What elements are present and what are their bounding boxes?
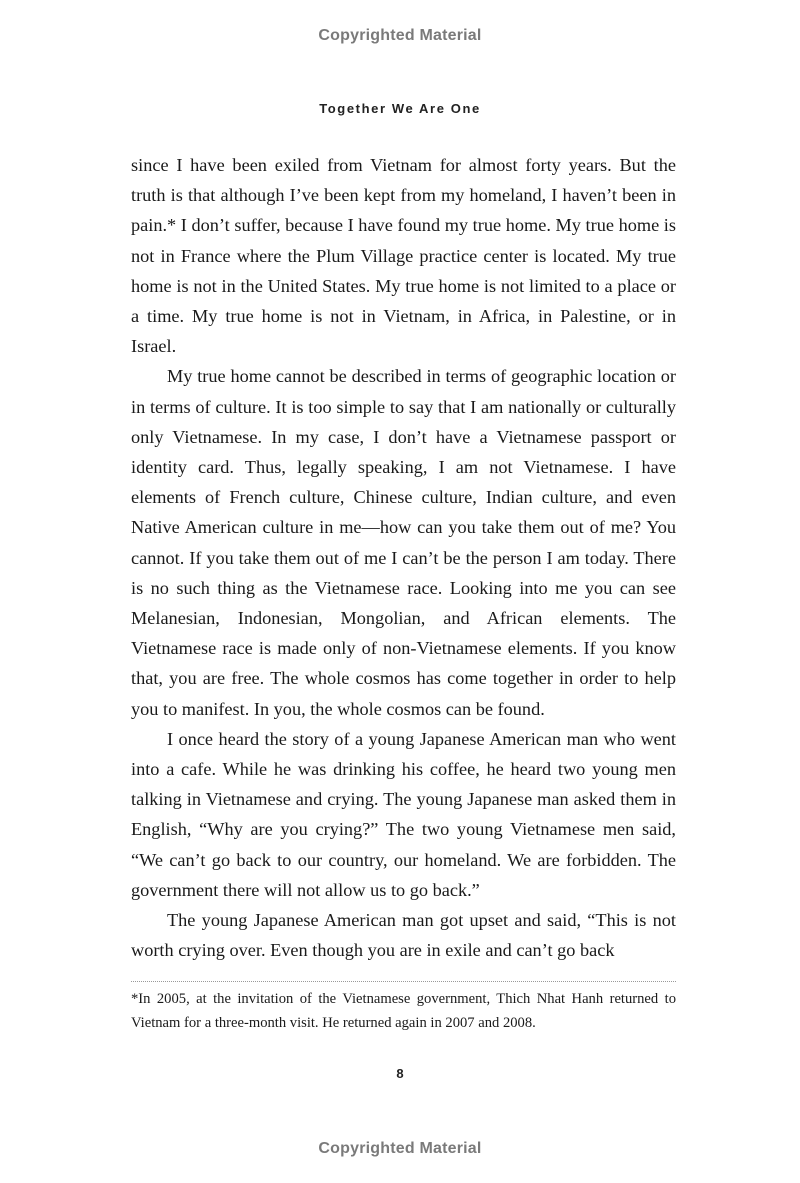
paragraph: since I have been exiled from Vietnam for almost forty years. But the truth is that although I’ve been kept from my homeland, I haven’t been in pain.* I don’t suffer, because I have found my true home. My true home is not in France where the Plum Village practice center is located. My true home is not in the United States. My true home is not limited to a place or a time. My true home is not in Vietnam, in Africa, in Palestine, or in Israel. (131, 155, 676, 357)
body-text (131, 150, 676, 965)
footnote: *In 2005, at the invitation of the Vietnamese government, Thich Nhat Hanh returned to Vietnam for a three-month visit. He returned again in 2007 and 2008. (131, 991, 676, 1031)
running-head: Together We Are One (319, 101, 481, 116)
paragraph: I once heard the story of a young Japanese American man who went into a cafe. While he was drinking his coffee, he heard two young men talking in Vietnamese and crying. The young Japanese man asked them in English, “Why are you crying?” The two young Vietnamese men said, “We can’t go back to our country, our homeland. We are forbidden. The government there will not allow us to go back.” (131, 728, 676, 900)
page-number: 8 (396, 1066, 404, 1081)
copyright-watermark-top: Copyrighted Material (318, 27, 482, 44)
footnote-divider (131, 981, 676, 982)
paragraph: The young Japanese American man got upset and said, “This is not worth crying over. Even though you are in exile and can’t go back (131, 910, 676, 961)
copyright-watermark-bottom: Copyrighted Material (318, 1140, 482, 1157)
paragraph: My true home cannot be described in terms of geographic location or in terms of culture. It is too simple to say that I am nationally or culturally only Vietnamese. In my case, I don’t have a Vietnamese passport or identity card. Thus, legally speaking, I am not Vietnamese. I have elements of French culture, Chinese culture, Indian culture, and even Native American culture in me—how can you take them out of me? You cannot. If you take them out of me I can’t be the person I am today. There is no such thing as the Vietnamese race. Looking into me you can see Melanesian, Indonesian, Mongolian, and African elements. The Vietnamese race is made only of non-Vietnamese elements. If you know that, you are free. The whole cosmos has come together in order to help you to manifest. In you, the whole cosmos can be found. (131, 366, 676, 719)
